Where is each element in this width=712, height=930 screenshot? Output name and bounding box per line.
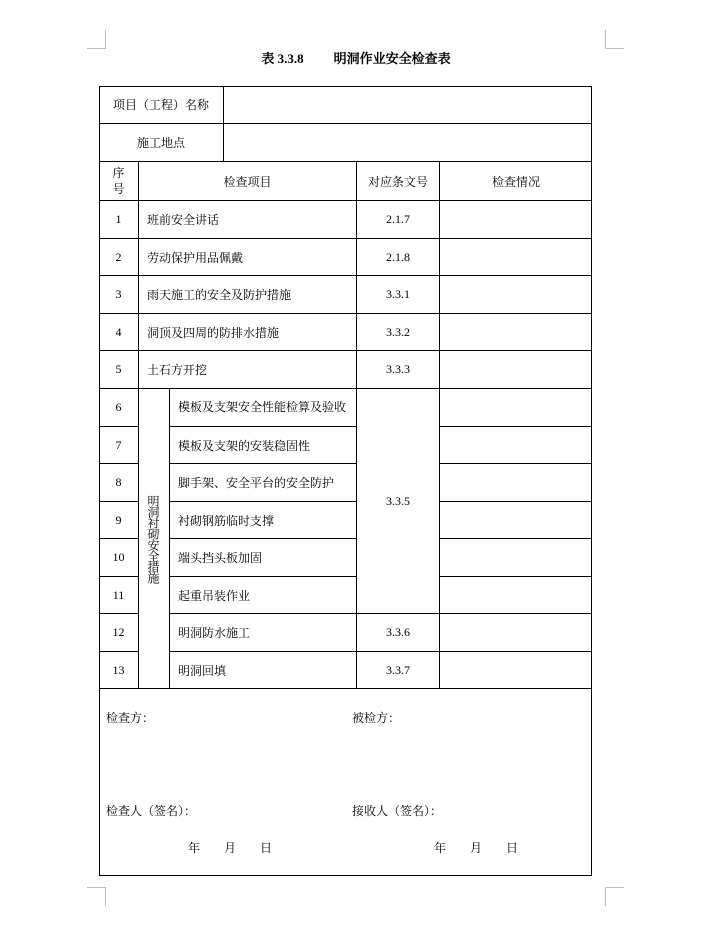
crop-mark-bottom-left xyxy=(87,887,106,906)
header-clause: 对应条文号 xyxy=(367,174,428,189)
row-item: 劳动保护用品佩戴 xyxy=(147,250,244,265)
row-divider xyxy=(99,688,592,689)
row-seq: 3 xyxy=(115,287,122,301)
row-item: 端头挡头板加固 xyxy=(178,551,263,565)
row-seq: 9 xyxy=(115,512,122,527)
project-name-label: 项目（工程）名称 xyxy=(112,98,209,112)
row-seq: 10 xyxy=(112,550,125,564)
group-label-cell xyxy=(138,389,169,689)
row-clause: 3.3.7 xyxy=(386,662,410,677)
crop-mark-top-right xyxy=(605,30,624,49)
row-item: 起重吊装作业 xyxy=(178,588,251,603)
row-status[interactable] xyxy=(440,239,592,275)
row-item: 洞顶及四周的防排水措施 xyxy=(147,325,280,340)
row-status[interactable] xyxy=(440,276,592,313)
inspector-signature-label: 检查人（签名）： xyxy=(106,804,197,818)
row-seq: 8 xyxy=(115,475,122,489)
table-title: 明洞作业安全检查表 xyxy=(333,52,451,67)
header-status: 检查情况 xyxy=(491,174,540,189)
row-status[interactable] xyxy=(440,502,592,538)
row-seq: 11 xyxy=(112,587,125,602)
row-item: 衬砌钢筋临时支撑 xyxy=(178,513,275,528)
row-status[interactable] xyxy=(440,351,592,388)
row-clause: 2.1.7 xyxy=(386,212,410,226)
row-item: 雨天施工的安全及防护措施 xyxy=(147,288,292,302)
row-seq: 5 xyxy=(115,362,122,376)
row-item: 明洞防水施工 xyxy=(178,626,251,640)
row-seq: 6 xyxy=(115,400,122,414)
receiver-signature-label: 接收人（签名）： xyxy=(352,804,443,818)
row-status[interactable] xyxy=(440,577,592,613)
row-clause: 2.1.8 xyxy=(386,249,410,264)
inspector-label: 检查方： xyxy=(106,711,155,725)
row-clause: 3.3.1 xyxy=(386,287,410,301)
location-label: 施工地点 xyxy=(136,136,185,150)
crop-mark-bottom-right xyxy=(605,887,624,906)
page-title xyxy=(0,48,712,67)
row-seq: 2 xyxy=(115,249,122,264)
row-item: 班前安全讲话 xyxy=(147,213,220,227)
row-status[interactable] xyxy=(440,427,592,463)
row-status[interactable] xyxy=(440,652,592,688)
header-item: 检查项目 xyxy=(223,174,272,189)
header-seq: 序号 xyxy=(112,166,125,196)
project-name-value[interactable] xyxy=(224,86,592,123)
row-seq: 4 xyxy=(115,324,122,339)
merged-clause: 3.3.5 xyxy=(386,493,410,508)
row-status[interactable] xyxy=(440,614,592,651)
inspector-date: 年 月 日 xyxy=(188,841,273,855)
row-clause: 3.3.2 xyxy=(386,324,410,339)
row-status[interactable] xyxy=(440,539,592,576)
inspected-label: 被检方： xyxy=(352,711,401,725)
receiver-date: 年 月 日 xyxy=(434,841,519,855)
crop-mark-top-left xyxy=(87,30,106,49)
row-item: 模板及支架安全性能检算及验收 xyxy=(178,400,347,414)
row-item: 脚手架、安全平台的安全防护 xyxy=(178,476,335,490)
row-status[interactable] xyxy=(440,201,592,238)
row-item: 土石方开挖 xyxy=(147,363,208,377)
row-item: 明洞回填 xyxy=(178,663,227,678)
location-value[interactable] xyxy=(224,124,592,161)
row-clause: 3.3.3 xyxy=(386,362,410,376)
group-label: 明洞衬砌安全措施 xyxy=(146,495,160,583)
row-seq: 7 xyxy=(115,437,122,452)
row-seq: 1 xyxy=(115,212,122,226)
row-status[interactable] xyxy=(440,464,592,501)
row-status[interactable] xyxy=(440,389,592,426)
row-seq: 13 xyxy=(112,662,125,677)
row-status[interactable] xyxy=(440,314,592,350)
row-item: 模板及支架的安装稳固性 xyxy=(178,438,311,453)
table-number: 表 3.3.8 xyxy=(261,51,304,66)
row-clause: 3.3.6 xyxy=(386,625,410,639)
row-seq: 12 xyxy=(112,625,125,639)
